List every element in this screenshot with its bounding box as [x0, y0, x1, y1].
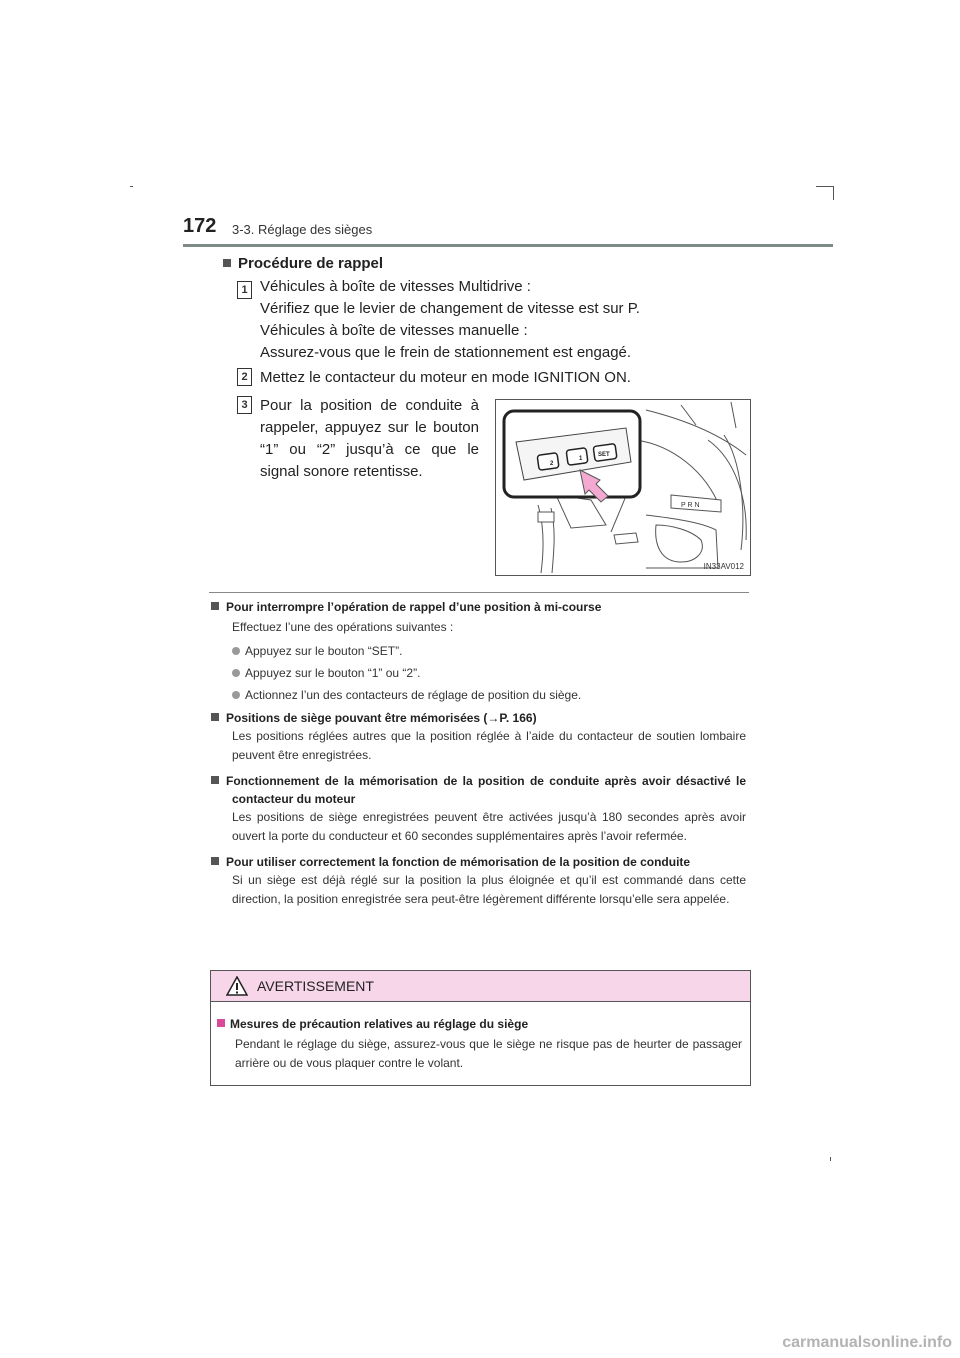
square-bullet-icon — [211, 713, 219, 721]
bullet-dot-icon — [232, 647, 240, 655]
step-number-2: 2 — [237, 368, 252, 386]
warning-item-title: Mesures de précaution relatives au réglage du siège — [217, 1015, 742, 1033]
note-3-body: Les positions de siège enregistrées peuvent être activées jusqu’à 180 secondes après avoir ouvert la porte du conducteur et 60 secondes supplémentaires après l’avoir refermée. — [232, 810, 746, 843]
note-1-bullet: Appuyez sur le bouton “SET”. — [211, 644, 751, 658]
square-bullet-icon — [217, 1019, 225, 1027]
button-1-label: 1 — [579, 456, 583, 462]
square-bullet-icon — [211, 602, 219, 610]
warning-box — [210, 970, 751, 1086]
note-1-intro: Effectuez l’une des opérations suivantes : — [232, 620, 454, 634]
note-1-title: Pour interrompre l’opération de rappel d’une position à mi-course — [211, 598, 751, 616]
crop-mark — [130, 186, 133, 187]
note-3-title: Fonctionnement de la mémorisation de la position de conduite après avoir désactivé le contacteur du moteur — [211, 772, 746, 808]
step-3-text: Pour la position de conduite à rappeler, appuyez sur le bouton “1” ou “2” jusqu’à ce que le signal sonore retentisse. — [260, 397, 479, 480]
note-1-bullet: Actionnez l’un des contacteurs de réglage de position du siège. — [211, 688, 751, 702]
warning-title: AVERTISSEMENT — [257, 978, 374, 994]
small-panel-label: P R N — [681, 502, 700, 509]
square-bullet-icon — [211, 857, 219, 865]
note-4-title: Pour utiliser correctement la fonction de mémorisation de la position de conduite — [211, 853, 746, 871]
crop-mark — [833, 186, 834, 200]
square-bullet-icon — [211, 776, 219, 784]
warning-header — [211, 971, 750, 1002]
warning-content — [217, 1015, 742, 1073]
page-number: 172 — [183, 215, 217, 237]
memory-button-illustration — [495, 399, 751, 576]
section-divider — [209, 592, 749, 593]
warning-triangle-icon — [226, 976, 248, 996]
square-bullet-icon — [223, 259, 231, 267]
step-number-3: 3 — [237, 396, 252, 414]
button-2-label: 2 — [550, 461, 554, 467]
note-2-title: Positions de siège pouvant être mémorisées (→P. 166) — [211, 709, 751, 727]
button-set-label: SET — [598, 452, 610, 458]
notes-section — [211, 598, 751, 909]
step-2-text: Mettez le contacteur du moteur en mode IGNITION ON. — [260, 369, 631, 386]
crop-mark — [830, 1157, 831, 1161]
warning-item-body: Pendant le réglage du siège, assurez-vous que le siège ne risque pas de heurter de passager arrière ou de vous plaquer contre le volant. — [235, 1037, 742, 1070]
step-1-text: Véhicules à boîte de vitesses Multidrive : Vérifiez que le levier de changement de vitesse est sur P. Véhicules à boîte de vitesses manuelle : Assurez-vous que le frein de stationnement est engagé. — [260, 278, 640, 361]
bullet-dot-icon — [232, 691, 240, 699]
step-number-1: 1 — [237, 281, 252, 299]
watermark: carmanualsonline.info — [782, 1334, 952, 1351]
header-rule — [183, 244, 833, 247]
note-4-body: Si un siège est déjà réglé sur la position la plus éloignée et qu’il est commandé dans cette direction, la position enregistrée sera peut-être légèrement différente lorsqu’elle sera appelée. — [232, 873, 746, 906]
note-1-bullet: Appuyez sur le bouton “1” ou “2”. — [211, 666, 751, 680]
crop-mark — [816, 186, 834, 187]
note-2-body: Les positions réglées autres que la position réglée à l’aide du contacteur de soutien lombaire peuvent être enregistrées. — [232, 729, 746, 762]
dashboard-drawing — [496, 400, 750, 575]
recall-heading: Procédure de rappel — [223, 255, 383, 272]
bullet-dot-icon — [232, 669, 240, 677]
figure-code: IN33AV012 — [703, 562, 744, 571]
section-title: 3-3. Réglage des sièges — [232, 222, 373, 237]
